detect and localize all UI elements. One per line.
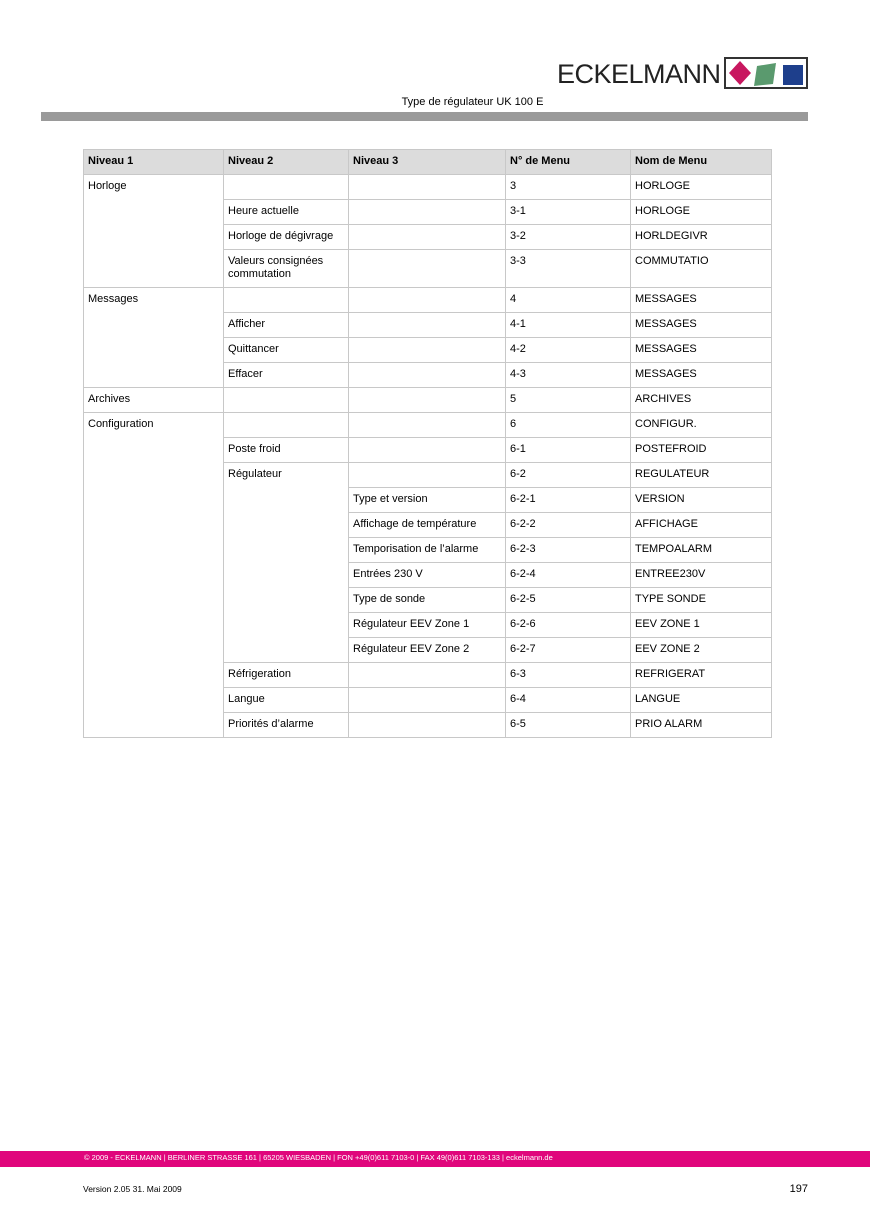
cell-menu-name: LANGUE <box>631 688 772 713</box>
cell-menu-name: ARCHIVES <box>631 388 772 413</box>
header-niveau-3: Niveau 3 <box>349 150 506 175</box>
cell-niveau-3: Régulateur EEV Zone 2 <box>349 638 506 663</box>
cell-menu-name: PRIO ALARM <box>631 713 772 738</box>
cell-niveau-2: Réfrigeration <box>224 663 349 688</box>
cell-niveau-2 <box>224 388 349 413</box>
page-number: 197 <box>789 1183 808 1195</box>
cell-niveau-1: Horloge <box>84 175 224 288</box>
cell-menu-name: HORLDEGIVR <box>631 225 772 250</box>
cell-menu-number: 6-2 <box>506 463 631 488</box>
cell-niveau-2: Horloge de dégivrage <box>224 225 349 250</box>
cell-menu-number: 3 <box>506 175 631 200</box>
cell-niveau-2: Valeurs consignées commutation <box>224 250 349 288</box>
logo-squares-icon <box>724 57 808 89</box>
cell-niveau-3 <box>349 175 506 200</box>
cell-niveau-3 <box>349 438 506 463</box>
cell-menu-number: 6 <box>506 413 631 438</box>
cell-menu-number: 6-2-7 <box>506 638 631 663</box>
cell-niveau-3 <box>349 363 506 388</box>
cell-niveau-3 <box>349 463 506 488</box>
cell-niveau-1: Archives <box>84 388 224 413</box>
table-row <box>84 288 772 313</box>
cell-menu-name: HORLOGE <box>631 175 772 200</box>
cell-menu-number: 4-3 <box>506 363 631 388</box>
cell-menu-number: 6-2-1 <box>506 488 631 513</box>
footer-address: © 2009 - ECKELMANN | BERLINER STRASSE 161 | 65205 WIESBADEN | FON +49(0)611 7103-0 | FAX 49(0)611 7103-133 | eckelmann.de <box>84 1153 553 1162</box>
cell-menu-number: 6-2-2 <box>506 513 631 538</box>
cell-menu-name: MESSAGES <box>631 363 772 388</box>
header-menu-number: N° de Menu <box>506 150 631 175</box>
cell-niveau-3: Entrées 230 V <box>349 563 506 588</box>
menu-structure-table <box>83 149 772 738</box>
header-niveau-1: Niveau 1 <box>84 150 224 175</box>
cell-menu-name: EEV ZONE 2 <box>631 638 772 663</box>
cell-menu-name: REGULATEUR <box>631 463 772 488</box>
version-info: Version 2.05 31. Mai 2009 <box>83 1184 182 1194</box>
cell-menu-name: AFFICHAGE <box>631 513 772 538</box>
cell-menu-name: MESSAGES <box>631 288 772 313</box>
cell-menu-number: 6-3 <box>506 663 631 688</box>
cell-niveau-2: Poste froid <box>224 438 349 463</box>
cell-niveau-2: Priorités d’alarme <box>224 713 349 738</box>
cell-menu-name: TYPE SONDE <box>631 588 772 613</box>
cell-menu-number: 6-2-4 <box>506 563 631 588</box>
cell-niveau-3: Régulateur EEV Zone 1 <box>349 613 506 638</box>
cell-niveau-2: Effacer <box>224 363 349 388</box>
cell-niveau-3 <box>349 713 506 738</box>
cell-menu-number: 3-2 <box>506 225 631 250</box>
cell-niveau-3 <box>349 200 506 225</box>
cell-niveau-2: Langue <box>224 688 349 713</box>
cell-niveau-3 <box>349 250 506 288</box>
cell-niveau-1: Messages <box>84 288 224 388</box>
cell-menu-number: 6-5 <box>506 713 631 738</box>
table-row <box>84 413 772 438</box>
eckelmann-logo <box>557 57 809 89</box>
cell-menu-number: 3-3 <box>506 250 631 288</box>
cell-niveau-3 <box>349 313 506 338</box>
cell-niveau-2: Afficher <box>224 313 349 338</box>
cell-menu-number: 6-2-3 <box>506 538 631 563</box>
cell-niveau-3 <box>349 413 506 438</box>
header-niveau-2: Niveau 2 <box>224 150 349 175</box>
cell-niveau-2: Quittancer <box>224 338 349 363</box>
cell-niveau-3 <box>349 225 506 250</box>
table-row <box>84 388 772 413</box>
cell-menu-number: 3-1 <box>506 200 631 225</box>
table-row <box>84 175 772 200</box>
cell-menu-name: VERSION <box>631 488 772 513</box>
cell-menu-number: 6-2-6 <box>506 613 631 638</box>
cell-niveau-2 <box>224 288 349 313</box>
cell-menu-name: MESSAGES <box>631 313 772 338</box>
header-divider <box>41 112 808 121</box>
table-header-row <box>84 150 772 175</box>
cell-niveau-2: Régulateur <box>224 463 349 663</box>
header-menu-name: Nom de Menu <box>631 150 772 175</box>
cell-menu-number: 4 <box>506 288 631 313</box>
cell-menu-name: EEV ZONE 1 <box>631 613 772 638</box>
document-title: Type de régulateur UK 100 E <box>401 96 544 108</box>
cell-menu-name: ENTREE230V <box>631 563 772 588</box>
cell-niveau-2: Heure actuelle <box>224 200 349 225</box>
cell-menu-number: 6-2-5 <box>506 588 631 613</box>
cell-menu-name: COMMUTATIO <box>631 250 772 288</box>
cell-menu-number: 4-2 <box>506 338 631 363</box>
cell-niveau-2 <box>224 413 349 438</box>
cell-niveau-3: Type de sonde <box>349 588 506 613</box>
cell-menu-number: 6-4 <box>506 688 631 713</box>
cell-niveau-3 <box>349 388 506 413</box>
cell-niveau-3: Temporisation de l’alarme <box>349 538 506 563</box>
brand-name: ECKELMANN <box>557 59 721 89</box>
cell-menu-number: 4-1 <box>506 313 631 338</box>
cell-menu-name: POSTEFROID <box>631 438 772 463</box>
cell-menu-number: 6-1 <box>506 438 631 463</box>
cell-niveau-2 <box>224 175 349 200</box>
cell-menu-name: MESSAGES <box>631 338 772 363</box>
cell-menu-number: 5 <box>506 388 631 413</box>
cell-menu-name: TEMPOALARM <box>631 538 772 563</box>
cell-niveau-3 <box>349 663 506 688</box>
cell-menu-name: REFRIGERAT <box>631 663 772 688</box>
cell-menu-name: HORLOGE <box>631 200 772 225</box>
cell-menu-name: CONFIGUR. <box>631 413 772 438</box>
cell-niveau-3: Affichage de température <box>349 513 506 538</box>
cell-niveau-3 <box>349 688 506 713</box>
cell-niveau-3 <box>349 288 506 313</box>
cell-niveau-3 <box>349 338 506 363</box>
cell-niveau-3: Type et version <box>349 488 506 513</box>
footer-band <box>0 1151 870 1167</box>
cell-niveau-1: Configuration <box>84 413 224 738</box>
